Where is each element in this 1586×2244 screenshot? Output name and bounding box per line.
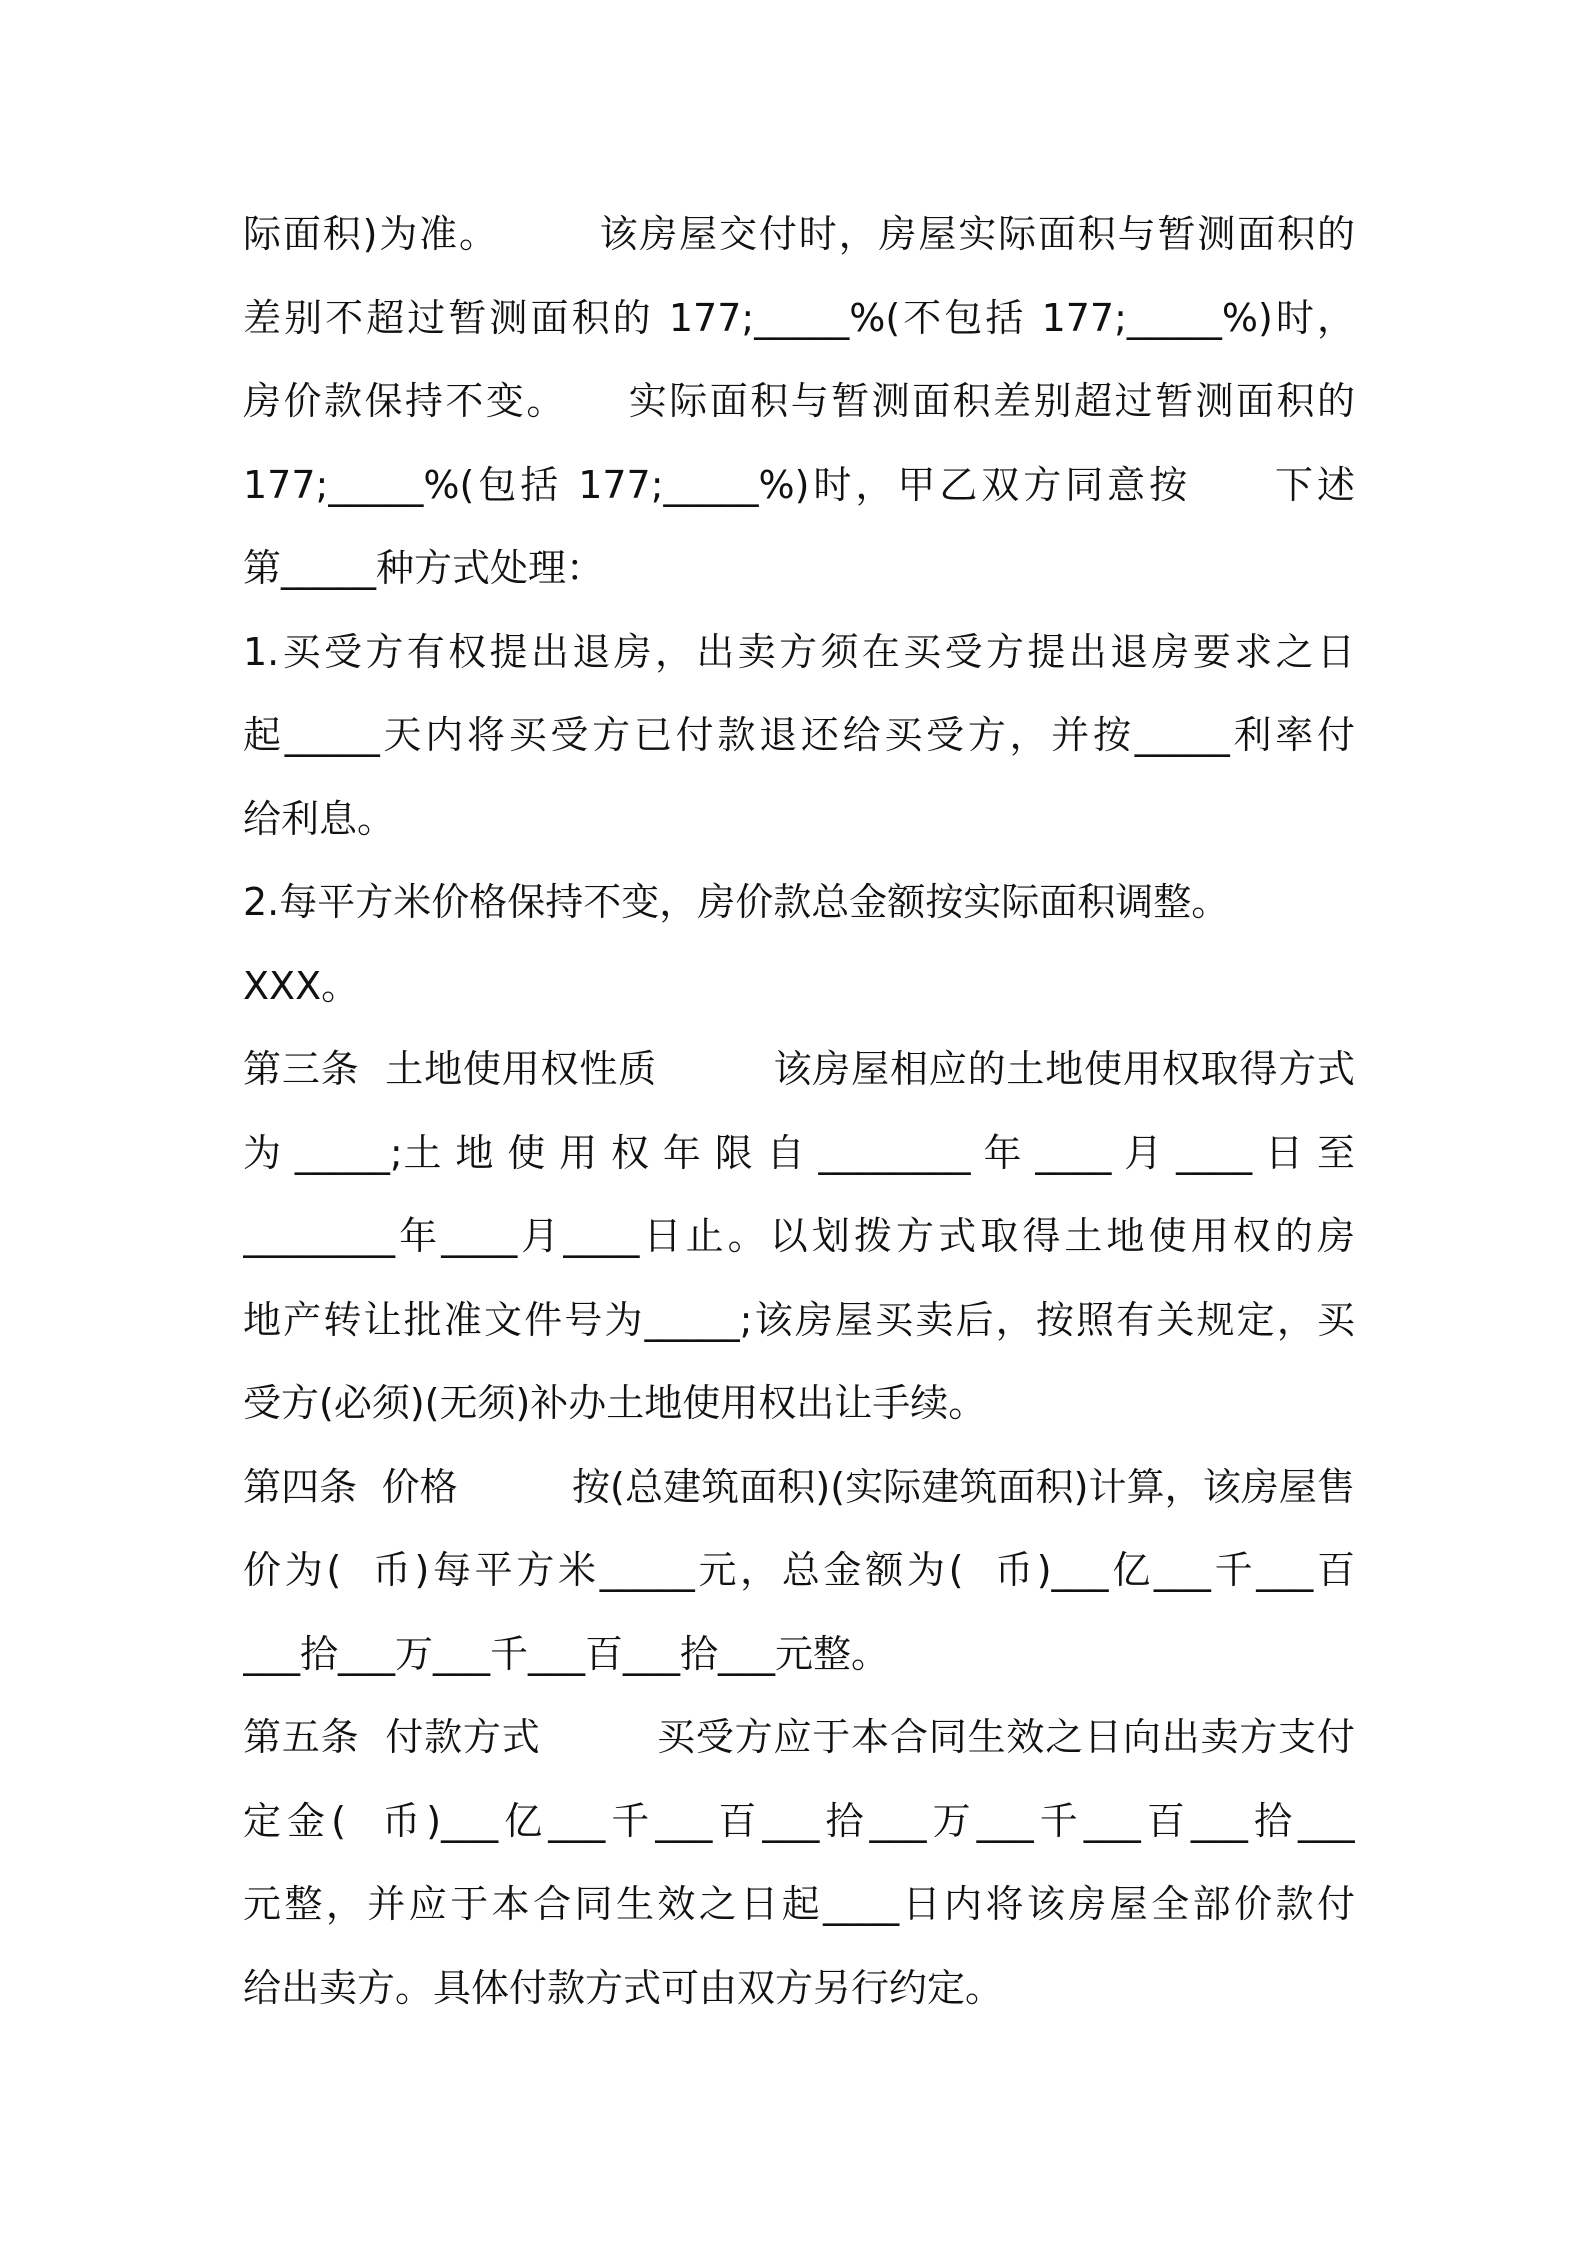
text-line: 差别不超过暂测面积的 177;_____%(不包括 177;_____%)时，: [243, 295, 1355, 340]
text-line: 际面积)为准。 该房屋交付时，房屋实际面积与暂测面积的: [243, 212, 1355, 256]
text-line: 给利息。: [243, 796, 396, 841]
section-heading-line: 第三条 土地使用权性质 该房屋相应的土地使用权取得方式: [243, 1047, 1355, 1091]
text-line: 为 _____;土 地 使 用 权 年 限 自 ________ 年 ____ 月 ____ 日 至: [243, 1130, 1355, 1175]
document-body: [243, 193, 1355, 2030]
section-heading-line: 第四条 价格 按(总建筑面积)(实际建筑面积)计算，该房屋售: [243, 1464, 1355, 1509]
text-line: ________年____月____日止。以划拨方式取得土地使用权的房: [243, 1214, 1355, 1258]
text-line: 房价款保持不变。 实际面积与暂测面积差别超过暂测面积的: [243, 379, 1355, 423]
text-line: 177;_____%(包括 177;_____%)时，甲乙双方同意按 下述: [243, 462, 1355, 507]
text-line: 地产转让批准文件号为_____;该房屋买卖后，按照有关规定，买: [243, 1297, 1355, 1342]
text-line: 第_____种方式处理：: [243, 546, 605, 590]
text-line: 定金( 币)___亿___千___百___拾___万___千___百___拾___: [243, 1798, 1355, 1843]
text-line: 1.买受方有权提出退房，出卖方须在买受方提出退房要求之日: [243, 629, 1355, 674]
text-line: 起_____天内将买受方已付款退还给买受方，并按_____利率付: [243, 713, 1355, 757]
text-line: 受方(必须)(无须)补办土地使用权出让手续。: [243, 1381, 987, 1425]
text-line: 价为( 币)每平方米_____元，总金额为( 币)___亿___千___百: [243, 1548, 1355, 1592]
text-line: 元整，并应于本合同生效之日起____日内将该房屋全部价款付: [243, 1882, 1355, 1926]
text-line: ___拾___万___千___百___拾___元整。: [243, 1631, 890, 1676]
text-line: 2.每平方米价格保持不变，房价款总金额按实际面积调整。: [243, 880, 1230, 924]
section-heading-line: 第五条 付款方式 买受方应于本合同生效之日向出卖方支付: [243, 1715, 1355, 1759]
text-line: 给出卖方。具体付款方式可由双方另行约定。: [243, 1965, 1004, 2010]
text-line: XXX。: [243, 963, 360, 1008]
